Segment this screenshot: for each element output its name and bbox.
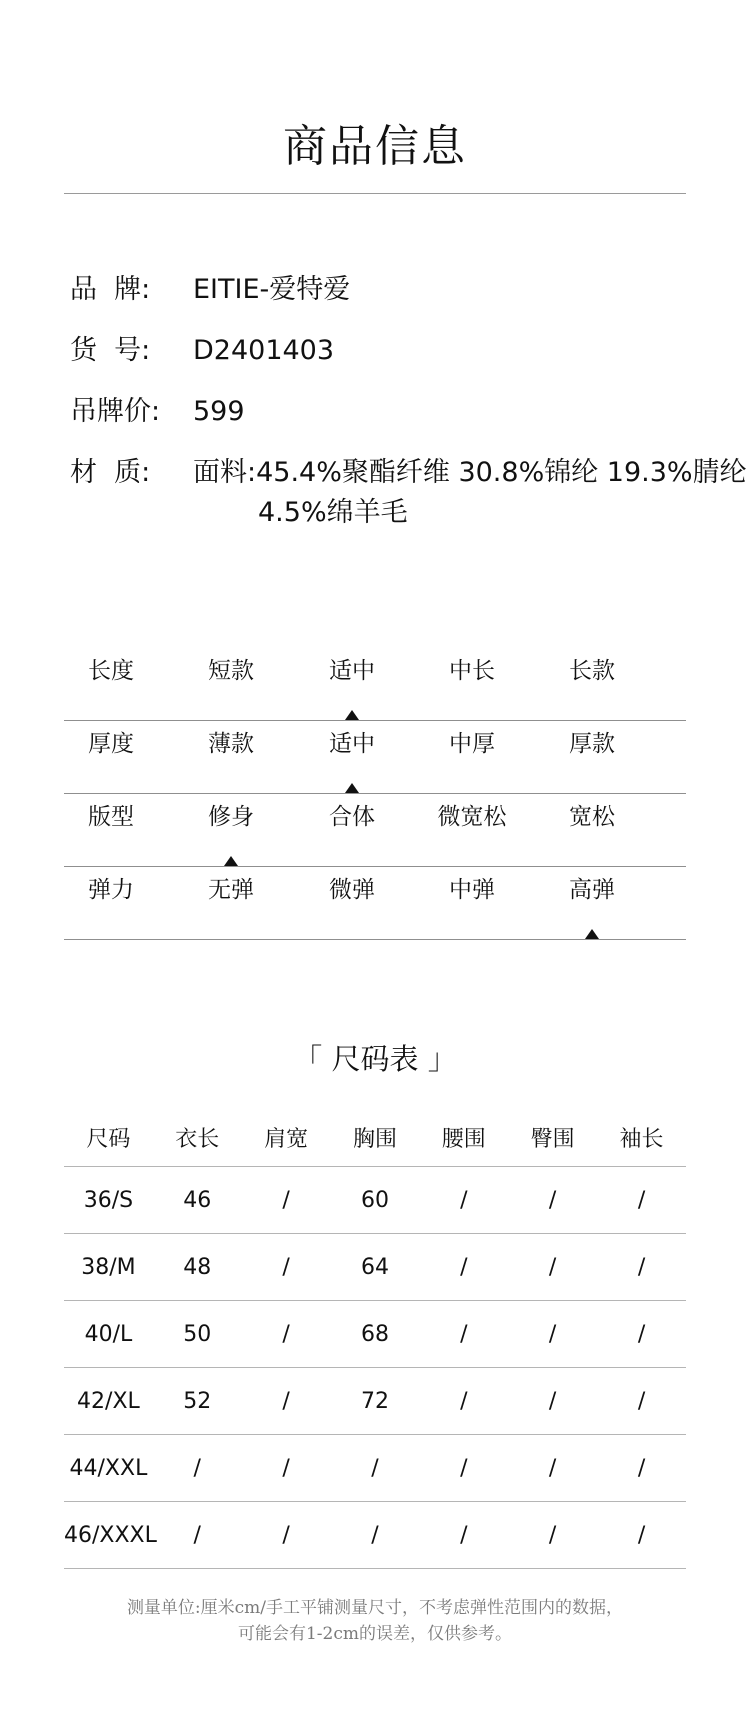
material-value	[193, 453, 750, 533]
attribute-option: 合体	[329, 804, 375, 830]
table-cell: 38/M	[81, 1254, 136, 1280]
table-cell: /	[637, 1254, 646, 1280]
material-line-1: 面料:45.4%聚酯纤维 30.8%锦纶 19.3%腈纶	[193, 457, 747, 488]
size-chart-title: 「 尺码表 」	[293, 1042, 457, 1076]
table-cell: /	[460, 1254, 468, 1280]
table-row	[64, 1234, 686, 1301]
table-cell: /	[371, 1455, 379, 1481]
table-cell: /	[460, 1522, 468, 1548]
table-cell: /	[282, 1254, 290, 1280]
material-line-2: 4.5%绵羊毛	[258, 497, 408, 528]
column-header: 肩宽	[264, 1127, 309, 1152]
table-cell: 52	[183, 1388, 212, 1414]
table-cell: /	[548, 1321, 557, 1347]
table-cell: /	[637, 1388, 646, 1414]
attribute-row	[64, 794, 686, 867]
attribute-row	[64, 721, 686, 794]
table-cell: /	[548, 1187, 557, 1213]
table-cell: /	[460, 1388, 468, 1414]
table-cell: /	[548, 1254, 557, 1280]
table-cell: /	[548, 1455, 557, 1481]
attribute-option: 中长	[449, 658, 495, 684]
brand-row	[70, 270, 750, 310]
attribute-option: 修身	[208, 804, 254, 830]
table-cell: 68	[360, 1321, 389, 1347]
column-header: 衣长	[175, 1127, 220, 1152]
table-cell: /	[637, 1455, 646, 1481]
sku-row	[70, 331, 750, 371]
selected-marker-icon	[345, 710, 359, 720]
column-header: 胸围	[352, 1127, 397, 1152]
table-header-row	[64, 1110, 686, 1167]
table-cell: /	[460, 1321, 468, 1347]
table-cell: /	[637, 1321, 646, 1347]
attribute-option: 短款	[208, 658, 254, 684]
sku-value: D2401403	[193, 335, 335, 366]
product-info	[70, 270, 750, 533]
table-cell: /	[193, 1455, 201, 1481]
selected-marker-icon	[345, 783, 359, 793]
table-cell: 60	[360, 1187, 389, 1213]
table-cell: /	[193, 1522, 201, 1548]
table-cell: /	[282, 1388, 290, 1414]
table-cell: 42/XL	[77, 1388, 140, 1414]
table-cell: /	[282, 1455, 290, 1481]
table-cell: /	[637, 1522, 646, 1548]
note-line-2: 可能会有1-2cm的误差，仅供参考。	[237, 1624, 513, 1644]
table-cell: /	[282, 1522, 290, 1548]
brand-label: 品 牌:	[70, 274, 151, 305]
attribute-option: 宽松	[569, 804, 615, 830]
table-cell: /	[282, 1187, 290, 1213]
measurement-note	[0, 1595, 750, 1647]
attribute-option: 长款	[569, 658, 615, 684]
column-header: 尺码	[86, 1127, 131, 1152]
table-row	[64, 1301, 686, 1368]
price-label: 吊牌价:	[70, 396, 161, 427]
attribute-name: 弹力	[88, 877, 134, 903]
table-cell: /	[371, 1522, 379, 1548]
sku-label: 货 号:	[70, 335, 151, 366]
table-row	[64, 1502, 686, 1569]
column-header: 腰围	[441, 1127, 486, 1152]
table-cell: 48	[183, 1254, 212, 1280]
table-row	[64, 1368, 686, 1435]
table-cell: /	[460, 1455, 468, 1481]
table-cell: /	[282, 1321, 290, 1347]
material-label: 材 质:	[70, 457, 151, 488]
column-header: 臀围	[530, 1127, 575, 1152]
selected-marker-icon	[224, 856, 238, 866]
attribute-option: 薄款	[208, 731, 254, 757]
column-header: 袖长	[619, 1127, 664, 1152]
table-cell: /	[637, 1187, 646, 1213]
attribute-option: 微宽松	[437, 804, 507, 830]
attribute-name: 版型	[88, 804, 134, 830]
table-cell: 46	[183, 1187, 212, 1213]
selected-marker-icon	[585, 929, 599, 939]
table-cell: 50	[183, 1321, 212, 1347]
table-cell: 40/L	[84, 1321, 133, 1347]
attribute-option: 高弹	[569, 877, 615, 903]
table-row	[64, 1167, 686, 1234]
table-cell: 72	[360, 1388, 389, 1414]
page-title: 商品信息	[283, 121, 467, 172]
material-row	[70, 453, 750, 533]
table-cell: 44/XXL	[69, 1455, 148, 1481]
attribute-option: 中弹	[449, 877, 495, 903]
attribute-option: 适中	[329, 658, 375, 684]
attribute-option: 适中	[329, 731, 375, 757]
attribute-option: 无弹	[208, 877, 254, 903]
table-cell: /	[548, 1388, 557, 1414]
note-line-1: 测量单位:厘米cm/手工平铺测量尺寸，不考虑弹性范围内的数据，	[126, 1598, 624, 1618]
attribute-option: 厚款	[569, 731, 615, 757]
table-cell: 64	[360, 1254, 389, 1280]
table-cell: 36/S	[83, 1187, 134, 1213]
table-row	[64, 1435, 686, 1502]
attribute-row	[64, 648, 686, 721]
brand-value: EITIE-爱特爱	[193, 274, 351, 305]
size-table	[64, 1110, 686, 1569]
attribute-name: 长度	[88, 658, 134, 684]
attribute-name: 厚度	[88, 731, 134, 757]
price-value: 599	[193, 396, 245, 427]
attribute-row	[64, 867, 686, 940]
attribute-scales	[64, 648, 686, 940]
attribute-option: 中厚	[449, 731, 495, 757]
attribute-option: 微弹	[329, 877, 375, 903]
table-cell: /	[460, 1187, 468, 1213]
price-row	[70, 392, 750, 432]
title-divider	[64, 193, 686, 194]
table-cell: 46/XXXL	[64, 1522, 157, 1548]
table-cell: /	[548, 1522, 557, 1548]
